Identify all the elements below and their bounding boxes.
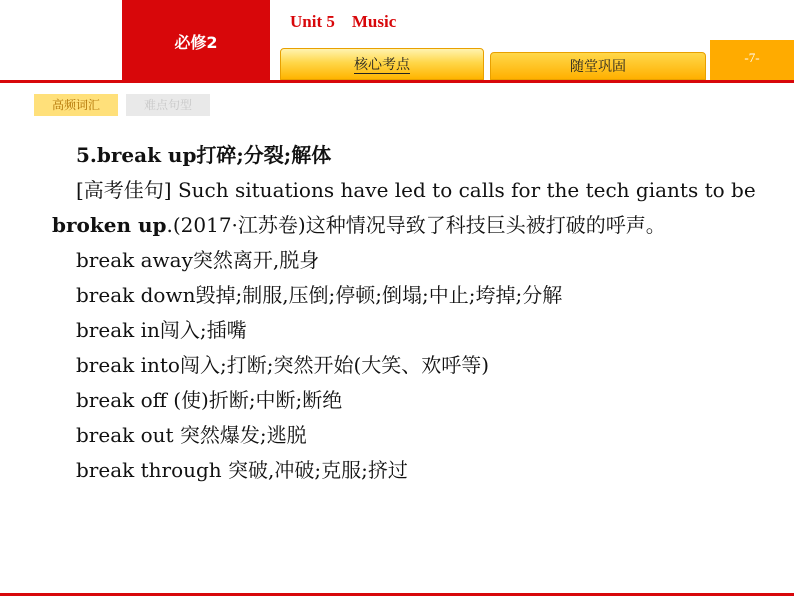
list-item	[76, 418, 307, 453]
phrase-term: break down	[76, 283, 196, 307]
header-divider	[0, 80, 794, 83]
list-item	[76, 313, 247, 348]
book-label: 必修2	[174, 33, 218, 52]
tab-core-points-label: 核心考点	[354, 57, 410, 73]
page-number: -7-	[744, 50, 760, 65]
example-bold-phrase: broken up	[52, 213, 167, 237]
phrase-term: break away	[76, 248, 193, 272]
phrase-term: break out	[76, 423, 180, 447]
book-label-box	[122, 0, 270, 80]
phrase-term: break into	[76, 353, 180, 377]
chip-difficult-sentences[interactable]: 难点句型	[126, 94, 210, 116]
phrase-meaning: 闯入;插嘴	[159, 318, 247, 342]
tab-class-practice[interactable]	[490, 52, 706, 80]
example-sentence-part1: Such situations have led to calls for the tech giants to be	[171, 178, 756, 202]
phrase-heading: 5.break up打碎;分裂;解体	[76, 143, 332, 167]
phrase-term: break through	[76, 458, 229, 482]
phrase-meaning: 突然爆发;逃脱	[179, 423, 307, 447]
phrase-meaning: 闯入;打断;突然开始(大笑、欢呼等)	[179, 353, 490, 377]
list-item	[76, 383, 342, 418]
chip-high-frequency-vocab[interactable]: 高频词汇	[34, 94, 118, 116]
phrase-meaning: 毁掉;制服,压倒;停顿;倒塌;中止;垮掉;分解	[195, 283, 563, 307]
phrase-term: break off	[76, 388, 174, 412]
phrase-meaning: 突然离开,脱身	[192, 248, 320, 272]
list-item	[76, 278, 562, 313]
phrase-meaning: 突破,冲破;克服;挤过	[228, 458, 408, 482]
list-item	[76, 243, 319, 278]
tab-class-practice-label: 随堂巩固	[570, 59, 626, 75]
phrase-term: break in	[76, 318, 160, 342]
example-sentence-part2: .(2017·江苏卷)这种情况导致了科技巨头被打破的呼声。	[166, 213, 666, 237]
phrase-meaning: (使)折断;中断;断绝	[173, 388, 343, 412]
page-number-box	[710, 40, 794, 80]
example-line-2	[52, 208, 666, 243]
example-line-1	[76, 173, 756, 208]
example-prefix: [高考佳句]	[76, 178, 172, 202]
unit-title: Unit 5 Music	[290, 12, 397, 31]
tab-core-points[interactable]	[280, 48, 484, 80]
list-item	[76, 453, 408, 488]
list-item	[76, 348, 489, 383]
